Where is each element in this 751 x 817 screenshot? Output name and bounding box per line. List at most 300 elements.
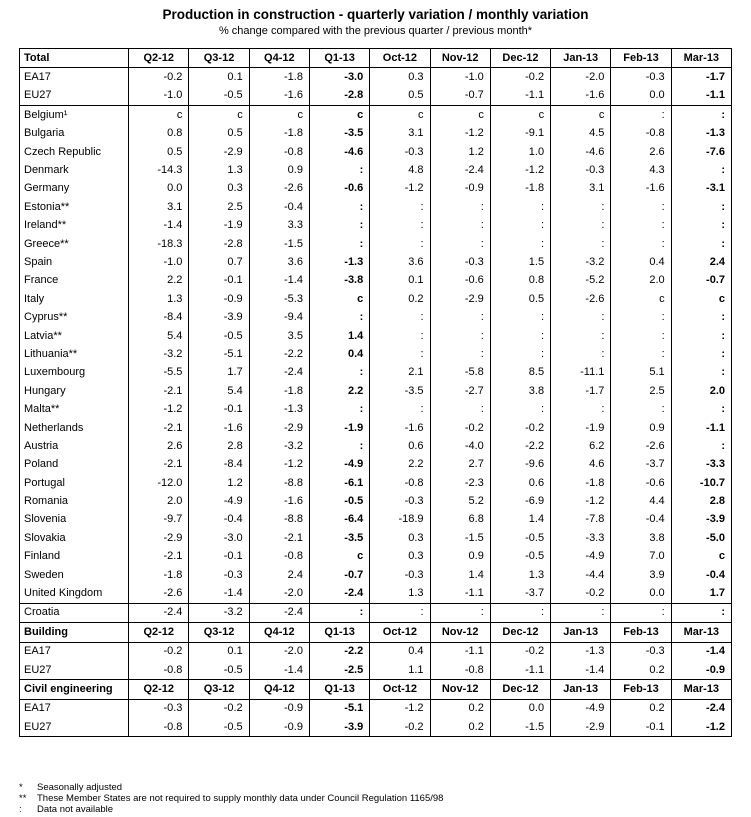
column-header: Q3-12 [189, 680, 249, 699]
column-header: Oct-12 [370, 680, 430, 699]
footnote-symbol: ** [19, 793, 27, 804]
table-cell: 0.1 [189, 642, 249, 661]
table-cell: 3.1 [129, 198, 189, 216]
table-cell: -2.9 [249, 419, 309, 437]
footnote [19, 804, 113, 815]
table-cell: : [611, 217, 671, 235]
column-header: Q2-12 [129, 680, 189, 699]
table-cell: -0.5 [490, 529, 550, 547]
column-header: Oct-12 [370, 623, 430, 642]
table-cell: -2.9 [129, 529, 189, 547]
table-cell: : [671, 345, 731, 363]
table-row [20, 437, 732, 455]
table-cell: c [671, 290, 731, 308]
row-label: EA17 [20, 699, 129, 718]
row-label: Bulgaria [20, 125, 129, 143]
table-cell: 2.4 [671, 253, 731, 271]
table-cell: -7.8 [551, 511, 611, 529]
row-label: United Kingdom [20, 584, 129, 603]
table-cell: 0.7 [189, 253, 249, 271]
footnote-symbol: : [19, 804, 22, 815]
table-cell: 2.8 [671, 492, 731, 510]
table-cell: -9.1 [490, 125, 550, 143]
table-cell: -1.8 [249, 68, 309, 87]
table-cell: -0.5 [189, 87, 249, 106]
table-cell: -5.3 [249, 290, 309, 308]
table-cell: -2.0 [551, 68, 611, 87]
table-cell: 0.3 [370, 68, 430, 87]
table-row [20, 272, 732, 290]
row-label: Spain [20, 253, 129, 271]
table-cell: : [551, 345, 611, 363]
table-cell: 2.1 [370, 364, 430, 382]
table-row [20, 364, 732, 382]
table-cell: 6.2 [551, 437, 611, 455]
table-cell: -0.2 [129, 68, 189, 87]
table-cell: 8.5 [490, 364, 550, 382]
row-label: Italy [20, 290, 129, 308]
table-cell: -1.6 [551, 87, 611, 106]
table-cell: 1.7 [671, 584, 731, 603]
table-cell: -3.9 [189, 308, 249, 326]
table-cell: : [611, 235, 671, 253]
table-cell: -1.2 [249, 456, 309, 474]
table-cell: -2.4 [309, 584, 369, 603]
section-title: Total [20, 49, 129, 68]
table-row [20, 217, 732, 235]
table-cell: 5.1 [611, 364, 671, 382]
table-cell: : [370, 603, 430, 622]
table-cell: : [309, 161, 369, 179]
table-cell: 4.3 [611, 161, 671, 179]
table-cell: -1.3 [671, 125, 731, 143]
column-header: Q1-13 [309, 623, 369, 642]
table-cell: : [490, 345, 550, 363]
table-cell: -3.3 [551, 529, 611, 547]
table-cell: -4.0 [430, 437, 490, 455]
table-cell: -18.9 [370, 511, 430, 529]
table-cell: 2.0 [611, 272, 671, 290]
table-cell: -0.5 [189, 327, 249, 345]
table-cell: 0.3 [370, 548, 430, 566]
table-cell: -0.4 [189, 511, 249, 529]
column-header: Q4-12 [249, 680, 309, 699]
table-cell: : [671, 327, 731, 345]
row-label: EU27 [20, 661, 129, 680]
row-label: EU27 [20, 87, 129, 106]
column-header: Dec-12 [490, 680, 550, 699]
row-label: Sweden [20, 566, 129, 584]
table-cell: 2.7 [430, 456, 490, 474]
table-cell: 2.2 [309, 382, 369, 400]
table-cell: -5.5 [129, 364, 189, 382]
table-cell: -0.3 [611, 68, 671, 87]
table-cell: -6.9 [490, 492, 550, 510]
table-cell: c [309, 290, 369, 308]
table-cell: 0.4 [370, 642, 430, 661]
table-cell: 0.9 [249, 161, 309, 179]
row-label: Austria [20, 437, 129, 455]
table-cell: -2.7 [430, 382, 490, 400]
table-cell: : [490, 603, 550, 622]
table-cell: 0.9 [430, 548, 490, 566]
row-label: Finland [20, 548, 129, 566]
row-label: Greece** [20, 235, 129, 253]
table-cell: : [430, 198, 490, 216]
table-cell: -1.2 [129, 400, 189, 418]
column-header: Nov-12 [430, 623, 490, 642]
table-cell: -0.2 [370, 718, 430, 737]
table-cell: : [490, 235, 550, 253]
table-cell: 4.4 [611, 492, 671, 510]
table-row [20, 235, 732, 253]
table-row [20, 68, 732, 87]
table-cell: 0.9 [611, 419, 671, 437]
table-cell: -3.0 [309, 68, 369, 87]
table-cell: 3.1 [370, 125, 430, 143]
construction-table [19, 48, 732, 737]
table-cell: : [370, 198, 430, 216]
table-cell: -0.2 [551, 584, 611, 603]
table-cell: -1.5 [490, 718, 550, 737]
table-cell: -0.2 [490, 68, 550, 87]
table-cell: : [671, 217, 731, 235]
table-cell: -1.0 [129, 253, 189, 271]
table-cell: -1.4 [249, 272, 309, 290]
table-cell: -3.1 [671, 180, 731, 198]
table-cell: -0.9 [249, 699, 309, 718]
table-cell: -0.2 [490, 419, 550, 437]
footnote-text: Seasonally adjusted [37, 782, 123, 793]
table-cell: c [309, 548, 369, 566]
table-cell: 0.1 [189, 68, 249, 87]
table-row [20, 661, 732, 680]
table-cell: -1.8 [249, 125, 309, 143]
table-cell: 2.0 [129, 492, 189, 510]
column-header: Nov-12 [430, 680, 490, 699]
table-cell: 0.2 [430, 699, 490, 718]
table-cell: -1.1 [430, 642, 490, 661]
table-cell: -2.4 [671, 699, 731, 718]
table-cell: 3.6 [370, 253, 430, 271]
table-cell: -0.1 [189, 548, 249, 566]
table-cell: : [490, 217, 550, 235]
table-cell: -1.3 [249, 400, 309, 418]
table-cell: -4.9 [551, 699, 611, 718]
table-row [20, 308, 732, 326]
table-cell: -0.7 [671, 272, 731, 290]
table-cell: 3.5 [249, 327, 309, 345]
table-cell: -4.6 [309, 143, 369, 161]
table-cell: -1.4 [249, 661, 309, 680]
table-cell: -2.9 [189, 143, 249, 161]
table-cell: 0.2 [611, 699, 671, 718]
row-label: Malta** [20, 400, 129, 418]
table-cell: -8.8 [249, 474, 309, 492]
table-cell: 0.6 [490, 474, 550, 492]
table-cell: -1.2 [551, 492, 611, 510]
column-header: Dec-12 [490, 49, 550, 68]
table-cell: -1.1 [490, 87, 550, 106]
table-cell: -0.8 [430, 661, 490, 680]
row-label: Latvia** [20, 327, 129, 345]
table-cell: -1.8 [551, 474, 611, 492]
table-cell: -1.0 [430, 68, 490, 87]
table-cell: -3.5 [309, 125, 369, 143]
table-cell: -0.9 [430, 180, 490, 198]
section-title: Civil engineering [20, 680, 129, 699]
table-cell: : [490, 327, 550, 345]
table-cell: -0.4 [671, 566, 731, 584]
table-cell: : [370, 235, 430, 253]
table-cell: -3.9 [671, 511, 731, 529]
table-cell: c [370, 106, 430, 125]
table-row [20, 290, 732, 308]
table-cell: -9.6 [490, 456, 550, 474]
table-row [20, 161, 732, 179]
column-header: Q3-12 [189, 49, 249, 68]
table-cell: -14.3 [129, 161, 189, 179]
table-cell: -4.9 [551, 548, 611, 566]
table-cell: -2.1 [129, 419, 189, 437]
table-cell: -1.9 [551, 419, 611, 437]
table-cell: -1.5 [430, 529, 490, 547]
table-cell: -1.3 [309, 253, 369, 271]
footnote [19, 782, 122, 793]
table-cell: -3.2 [249, 437, 309, 455]
table-cell: -0.9 [189, 290, 249, 308]
row-label: Croatia [20, 603, 129, 622]
table-cell: -0.1 [189, 272, 249, 290]
table-cell: : [430, 345, 490, 363]
table-cell: c [490, 106, 550, 125]
row-label: Slovenia [20, 511, 129, 529]
table-cell: -1.6 [370, 419, 430, 437]
table-cell: : [309, 603, 369, 622]
table-cell: -0.1 [189, 400, 249, 418]
footnote [19, 793, 443, 804]
column-header: Dec-12 [490, 623, 550, 642]
table-cell: -6.4 [309, 511, 369, 529]
table-row [20, 456, 732, 474]
table-cell: : [551, 198, 611, 216]
row-label: Cyprus** [20, 308, 129, 326]
table-cell: : [309, 217, 369, 235]
table-cell: -1.1 [671, 87, 731, 106]
table-cell: c [671, 548, 731, 566]
row-label: EU27 [20, 718, 129, 737]
row-label: Portugal [20, 474, 129, 492]
table-cell: -8.4 [129, 308, 189, 326]
table-cell: -0.2 [189, 699, 249, 718]
table-cell: -2.1 [129, 456, 189, 474]
table-cell: c [611, 290, 671, 308]
table-cell: -1.6 [611, 180, 671, 198]
page-subtitle: % change compared with the previous quarter / previous month* [218, 25, 533, 37]
table-cell: 3.3 [249, 217, 309, 235]
table-cell: -2.1 [129, 548, 189, 566]
table-cell: -2.1 [249, 529, 309, 547]
table-cell: 0.2 [611, 661, 671, 680]
row-label: EA17 [20, 68, 129, 87]
table-cell: c [129, 106, 189, 125]
table-cell: -4.9 [309, 456, 369, 474]
column-header: Q2-12 [129, 623, 189, 642]
table-cell: -2.4 [249, 603, 309, 622]
table-row [20, 106, 732, 125]
column-header: Jan-13 [551, 623, 611, 642]
table-cell: : [671, 308, 731, 326]
table-row [20, 474, 732, 492]
table-cell: -0.9 [249, 718, 309, 737]
table-cell: 1.4 [309, 327, 369, 345]
section-title: Building [20, 623, 129, 642]
table-cell: -2.9 [551, 718, 611, 737]
table-cell: -12.0 [129, 474, 189, 492]
table-cell: -11.1 [551, 364, 611, 382]
table-cell: : [490, 308, 550, 326]
table-cell: -2.1 [129, 382, 189, 400]
table-cell: 1.1 [370, 661, 430, 680]
table-cell: c [189, 106, 249, 125]
table-cell: : [551, 327, 611, 345]
table-cell: -0.3 [430, 253, 490, 271]
table-cell: 1.7 [189, 364, 249, 382]
table-cell: -1.2 [490, 161, 550, 179]
row-label: Slovakia [20, 529, 129, 547]
table-row [20, 382, 732, 400]
table-cell: -1.7 [551, 382, 611, 400]
table-cell: : [370, 400, 430, 418]
row-label: France [20, 272, 129, 290]
table-cell: -2.4 [129, 603, 189, 622]
table-cell: -2.9 [430, 290, 490, 308]
table-cell: 0.5 [189, 125, 249, 143]
table-cell: -0.3 [129, 699, 189, 718]
table-row [20, 529, 732, 547]
table-cell: : [430, 327, 490, 345]
table-cell: : [309, 198, 369, 216]
table-cell: : [309, 235, 369, 253]
page-title: Production in construction - quarterly variation / monthly variation [162, 7, 589, 22]
table-row [20, 699, 732, 718]
table-cell: : [671, 106, 731, 125]
table-cell: -0.5 [309, 492, 369, 510]
table-cell: 1.3 [370, 584, 430, 603]
table-cell: -1.8 [490, 180, 550, 198]
table-cell: -3.2 [189, 603, 249, 622]
table-cell: 3.8 [611, 529, 671, 547]
footnote-symbol: * [19, 782, 23, 793]
table-cell: 2.2 [370, 456, 430, 474]
table-cell: 0.6 [370, 437, 430, 455]
table-cell: 5.4 [189, 382, 249, 400]
table-cell: 1.2 [430, 143, 490, 161]
column-header: Feb-13 [611, 623, 671, 642]
table-cell: -2.4 [249, 364, 309, 382]
table-cell: 1.5 [490, 253, 550, 271]
table-cell: -0.2 [129, 642, 189, 661]
table-cell: : [611, 198, 671, 216]
table-row [20, 125, 732, 143]
table-cell: -5.0 [671, 529, 731, 547]
table-cell: : [551, 308, 611, 326]
section-header-row [20, 680, 732, 699]
table-cell: -3.5 [370, 382, 430, 400]
table-cell: 2.2 [129, 272, 189, 290]
table-cell: -1.1 [430, 584, 490, 603]
table-cell: 2.5 [189, 198, 249, 216]
table-cell: 1.3 [189, 161, 249, 179]
table-cell: 1.3 [129, 290, 189, 308]
table-cell: -1.1 [671, 419, 731, 437]
table-cell: -9.4 [249, 308, 309, 326]
table-cell: 0.0 [129, 180, 189, 198]
table-cell: -3.8 [309, 272, 369, 290]
row-label: Estonia** [20, 198, 129, 216]
table-cell: c [551, 106, 611, 125]
table-cell: -2.6 [551, 290, 611, 308]
table-cell: : [611, 327, 671, 345]
table-row [20, 718, 732, 737]
table-cell: -1.2 [370, 699, 430, 718]
table-cell: 2.4 [249, 566, 309, 584]
footnote-text: These Member States are not required to supply monthly data under Council Regulation 1165/98 [37, 793, 444, 804]
table-row [20, 642, 732, 661]
table-cell: -5.1 [189, 345, 249, 363]
table-cell: -1.6 [189, 419, 249, 437]
table-cell: -0.5 [490, 548, 550, 566]
table-cell: -0.3 [551, 161, 611, 179]
table-cell: -2.5 [309, 661, 369, 680]
table-cell: c [309, 106, 369, 125]
table-cell: : [490, 198, 550, 216]
table-cell: -5.1 [309, 699, 369, 718]
table-cell: -8.8 [249, 511, 309, 529]
table-cell: -9.7 [129, 511, 189, 529]
table-cell: : [490, 400, 550, 418]
table-cell: -1.6 [249, 492, 309, 510]
table-cell: : [430, 603, 490, 622]
table-cell: 0.2 [430, 718, 490, 737]
table-cell: -0.7 [309, 566, 369, 584]
table-cell: -2.6 [129, 584, 189, 603]
table-cell: -2.2 [490, 437, 550, 455]
table-cell: 3.6 [249, 253, 309, 271]
column-header: Q4-12 [249, 49, 309, 68]
table-cell: 4.5 [551, 125, 611, 143]
table-cell: -0.2 [430, 419, 490, 437]
table-cell: -3.0 [189, 529, 249, 547]
table-cell: 3.8 [490, 382, 550, 400]
table-cell: 1.3 [490, 566, 550, 584]
table-cell: : [370, 217, 430, 235]
table-cell: -2.4 [430, 161, 490, 179]
table-cell: 2.6 [611, 143, 671, 161]
table-cell: -0.3 [370, 492, 430, 510]
table-cell: -2.8 [189, 235, 249, 253]
table-cell: -6.1 [309, 474, 369, 492]
row-label: EA17 [20, 642, 129, 661]
column-header: Mar-13 [671, 680, 731, 699]
table-row [20, 584, 732, 603]
column-header: Q1-13 [309, 49, 369, 68]
table-cell: -0.4 [611, 511, 671, 529]
column-header: Q4-12 [249, 623, 309, 642]
table-cell: -3.2 [551, 253, 611, 271]
table-cell: : [309, 400, 369, 418]
table-cell: : [611, 308, 671, 326]
